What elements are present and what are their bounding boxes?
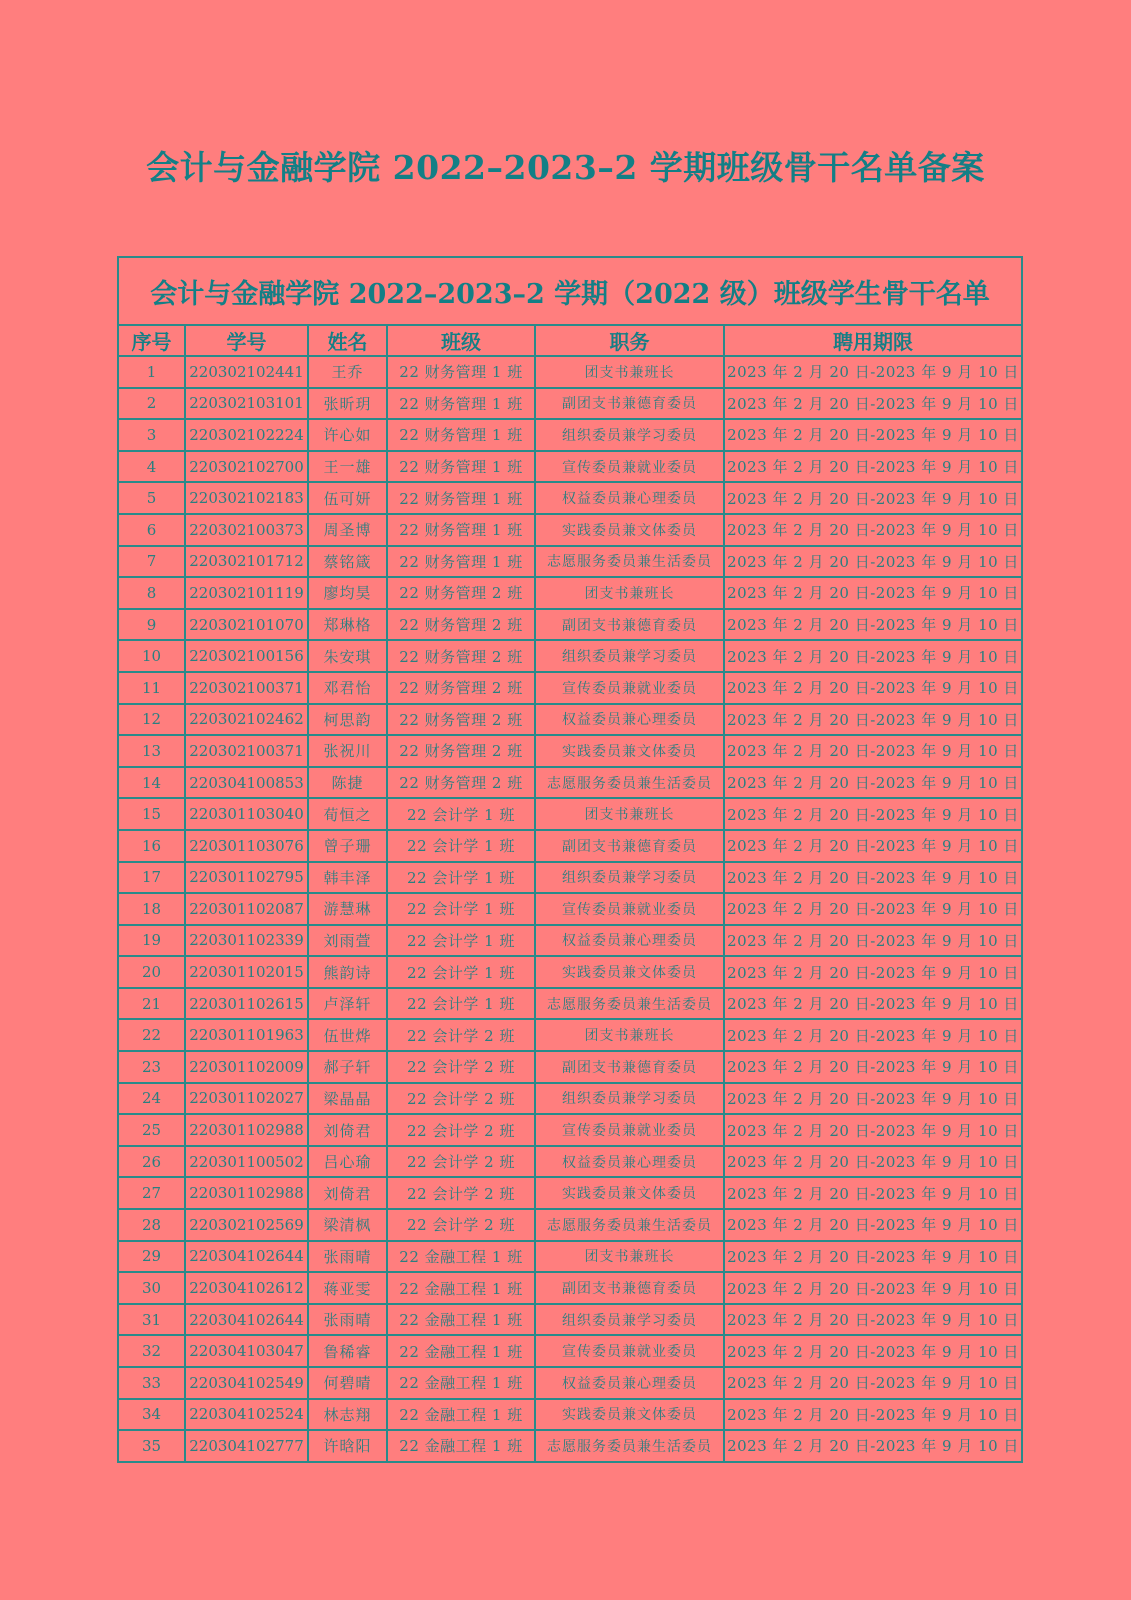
cell-position: 实践委员兼文体委员	[535, 1177, 724, 1209]
cell-position: 志愿服务委员兼生活委员	[535, 546, 724, 578]
cell-seq: 23	[118, 1051, 185, 1083]
cell-class: 22 会计学 2 班	[387, 1114, 535, 1146]
cell-class: 22 财务管理 1 班	[387, 546, 535, 578]
cell-student-id: 220304102524	[185, 1399, 308, 1431]
cell-student-id: 220301101963	[185, 1019, 308, 1051]
table-row	[118, 672, 1022, 704]
cell-position: 组织委员兼学习委员	[535, 419, 724, 451]
cell-seq: 35	[118, 1430, 185, 1462]
table-row	[118, 1177, 1022, 1209]
header-term: 聘用期限	[724, 325, 1022, 356]
table-row	[118, 1304, 1022, 1336]
cell-student-id: 220301103076	[185, 830, 308, 862]
cell-term: 2023 年 2 月 20 日-2023 年 9 月 10 日	[724, 1304, 1022, 1336]
cell-seq: 21	[118, 988, 185, 1020]
cell-student-id: 220302100371	[185, 735, 308, 767]
cell-name: 柯思韵	[308, 704, 387, 736]
cell-name: 鲁稀睿	[308, 1335, 387, 1367]
cell-class: 22 会计学 2 班	[387, 1177, 535, 1209]
header-name: 姓名	[308, 325, 387, 356]
cell-name: 刘雨萱	[308, 925, 387, 957]
cell-class: 22 金融工程 1 班	[387, 1430, 535, 1462]
cell-student-id: 220301102615	[185, 988, 308, 1020]
cell-class: 22 财务管理 2 班	[387, 735, 535, 767]
cell-seq: 1	[118, 356, 185, 388]
cell-student-id: 220301102795	[185, 862, 308, 894]
table-row	[118, 482, 1022, 514]
cell-name: 邓君怡	[308, 672, 387, 704]
cell-class: 22 会计学 1 班	[387, 893, 535, 925]
table-row	[118, 1114, 1022, 1146]
cell-position: 宣传委员兼就业委员	[535, 1114, 724, 1146]
cell-name: 郑琳格	[308, 609, 387, 641]
cell-position: 志愿服务委员兼生活委员	[535, 988, 724, 1020]
cell-name: 梁晶晶	[308, 1083, 387, 1115]
cell-class: 22 财务管理 2 班	[387, 767, 535, 799]
cell-class: 22 财务管理 1 班	[387, 514, 535, 546]
cell-term: 2023 年 2 月 20 日-2023 年 9 月 10 日	[724, 956, 1022, 988]
cell-term: 2023 年 2 月 20 日-2023 年 9 月 10 日	[724, 1177, 1022, 1209]
cell-student-id: 220304102549	[185, 1367, 308, 1399]
cell-term: 2023 年 2 月 20 日-2023 年 9 月 10 日	[724, 609, 1022, 641]
cell-student-id: 220302100156	[185, 640, 308, 672]
cell-position: 团支书兼班长	[535, 1241, 724, 1273]
cell-student-id: 220302101119	[185, 577, 308, 609]
table-row	[118, 546, 1022, 578]
cell-name: 游慧琳	[308, 893, 387, 925]
cell-name: 王一雄	[308, 451, 387, 483]
cell-student-id: 220301102087	[185, 893, 308, 925]
cell-name: 何碧晴	[308, 1367, 387, 1399]
cell-name: 张昕玥	[308, 388, 387, 420]
table-caption: 会计与金融学院 2022–2023–2 学期（2022 级）班级学生骨干名单	[118, 257, 1022, 325]
cell-name: 郝子轩	[308, 1051, 387, 1083]
cell-name: 许晗阳	[308, 1430, 387, 1462]
cell-class: 22 财务管理 1 班	[387, 451, 535, 483]
student-leaders-table	[117, 256, 1023, 1463]
cell-seq: 30	[118, 1272, 185, 1304]
cell-name: 张祝川	[308, 735, 387, 767]
cell-student-id: 220304103047	[185, 1335, 308, 1367]
cell-class: 22 财务管理 2 班	[387, 609, 535, 641]
cell-name: 吕心瑜	[308, 1146, 387, 1178]
cell-name: 朱安琪	[308, 640, 387, 672]
cell-position: 志愿服务委员兼生活委员	[535, 1430, 724, 1462]
cell-seq: 18	[118, 893, 185, 925]
table-body	[118, 356, 1022, 1462]
cell-position: 实践委员兼文体委员	[535, 1399, 724, 1431]
cell-term: 2023 年 2 月 20 日-2023 年 9 月 10 日	[724, 1051, 1022, 1083]
cell-seq: 25	[118, 1114, 185, 1146]
cell-seq: 11	[118, 672, 185, 704]
cell-position: 权益委员兼心理委员	[535, 704, 724, 736]
cell-position: 志愿服务委员兼生活委员	[535, 1209, 724, 1241]
cell-position: 组织委员兼学习委员	[535, 640, 724, 672]
cell-term: 2023 年 2 月 20 日-2023 年 9 月 10 日	[724, 672, 1022, 704]
cell-seq: 5	[118, 482, 185, 514]
cell-position: 宣传委员兼就业委员	[535, 451, 724, 483]
table-row	[118, 735, 1022, 767]
cell-name: 曾子珊	[308, 830, 387, 862]
table-row	[118, 514, 1022, 546]
cell-position: 实践委员兼文体委员	[535, 956, 724, 988]
cell-position: 宣传委员兼就业委员	[535, 1335, 724, 1367]
cell-term: 2023 年 2 月 20 日-2023 年 9 月 10 日	[724, 451, 1022, 483]
cell-term: 2023 年 2 月 20 日-2023 年 9 月 10 日	[724, 767, 1022, 799]
cell-student-id: 220302100373	[185, 514, 308, 546]
cell-term: 2023 年 2 月 20 日-2023 年 9 月 10 日	[724, 419, 1022, 451]
cell-term: 2023 年 2 月 20 日-2023 年 9 月 10 日	[724, 1114, 1022, 1146]
cell-position: 组织委员兼学习委员	[535, 1304, 724, 1336]
table-row	[118, 1083, 1022, 1115]
cell-student-id: 220302100371	[185, 672, 308, 704]
cell-class: 22 会计学 1 班	[387, 956, 535, 988]
table-row	[118, 1367, 1022, 1399]
cell-name: 卢泽轩	[308, 988, 387, 1020]
cell-seq: 32	[118, 1335, 185, 1367]
table-row	[118, 1430, 1022, 1462]
cell-seq: 14	[118, 767, 185, 799]
cell-class: 22 财务管理 2 班	[387, 577, 535, 609]
cell-seq: 29	[118, 1241, 185, 1273]
table-row	[118, 419, 1022, 451]
cell-seq: 20	[118, 956, 185, 988]
table-row	[118, 388, 1022, 420]
cell-student-id: 220302103101	[185, 388, 308, 420]
cell-name: 刘倚君	[308, 1114, 387, 1146]
cell-term: 2023 年 2 月 20 日-2023 年 9 月 10 日	[724, 546, 1022, 578]
cell-class: 22 金融工程 1 班	[387, 1241, 535, 1273]
cell-position: 权益委员兼心理委员	[535, 925, 724, 957]
cell-position: 副团支书兼德育委员	[535, 388, 724, 420]
cell-seq: 7	[118, 546, 185, 578]
cell-position: 副团支书兼德育委员	[535, 1272, 724, 1304]
cell-class: 22 会计学 2 班	[387, 1209, 535, 1241]
cell-class: 22 会计学 1 班	[387, 830, 535, 862]
cell-name: 蒋亚雯	[308, 1272, 387, 1304]
cell-term: 2023 年 2 月 20 日-2023 年 9 月 10 日	[724, 1335, 1022, 1367]
cell-term: 2023 年 2 月 20 日-2023 年 9 月 10 日	[724, 1430, 1022, 1462]
cell-seq: 33	[118, 1367, 185, 1399]
cell-term: 2023 年 2 月 20 日-2023 年 9 月 10 日	[724, 577, 1022, 609]
cell-position: 权益委员兼心理委员	[535, 482, 724, 514]
cell-term: 2023 年 2 月 20 日-2023 年 9 月 10 日	[724, 1209, 1022, 1241]
table-row	[118, 893, 1022, 925]
cell-class: 22 会计学 2 班	[387, 1146, 535, 1178]
cell-position: 组织委员兼学习委员	[535, 862, 724, 894]
cell-class: 22 金融工程 1 班	[387, 1304, 535, 1336]
cell-class: 22 金融工程 1 班	[387, 1335, 535, 1367]
cell-class: 22 会计学 2 班	[387, 1019, 535, 1051]
cell-position: 团支书兼班长	[535, 577, 724, 609]
cell-seq: 13	[118, 735, 185, 767]
cell-name: 许心如	[308, 419, 387, 451]
cell-student-id: 220304102644	[185, 1241, 308, 1273]
cell-name: 伍世烨	[308, 1019, 387, 1051]
cell-position: 团支书兼班长	[535, 356, 724, 388]
cell-class: 22 财务管理 1 班	[387, 388, 535, 420]
table-row	[118, 1019, 1022, 1051]
table-row	[118, 1272, 1022, 1304]
cell-name: 张雨晴	[308, 1304, 387, 1336]
cell-class: 22 会计学 1 班	[387, 925, 535, 957]
cell-seq: 9	[118, 609, 185, 641]
cell-seq: 19	[118, 925, 185, 957]
cell-student-id: 220304102777	[185, 1430, 308, 1462]
table-row	[118, 451, 1022, 483]
cell-name: 林志翔	[308, 1399, 387, 1431]
cell-seq: 16	[118, 830, 185, 862]
cell-name: 王乔	[308, 356, 387, 388]
cell-term: 2023 年 2 月 20 日-2023 年 9 月 10 日	[724, 1019, 1022, 1051]
header-seq: 序号	[118, 325, 185, 356]
header-student-id: 学号	[185, 325, 308, 356]
cell-class: 22 会计学 2 班	[387, 1083, 535, 1115]
table-row	[118, 1399, 1022, 1431]
table-row	[118, 830, 1022, 862]
table-row	[118, 956, 1022, 988]
cell-name: 荀恒之	[308, 798, 387, 830]
cell-term: 2023 年 2 月 20 日-2023 年 9 月 10 日	[724, 798, 1022, 830]
cell-term: 2023 年 2 月 20 日-2023 年 9 月 10 日	[724, 830, 1022, 862]
cell-position: 团支书兼班长	[535, 798, 724, 830]
table-row	[118, 798, 1022, 830]
cell-name: 廖均昊	[308, 577, 387, 609]
cell-position: 实践委员兼文体委员	[535, 514, 724, 546]
cell-class: 22 财务管理 2 班	[387, 704, 535, 736]
cell-seq: 6	[118, 514, 185, 546]
cell-seq: 10	[118, 640, 185, 672]
cell-student-id: 220301102339	[185, 925, 308, 957]
cell-name: 陈捷	[308, 767, 387, 799]
cell-student-id: 220301103040	[185, 798, 308, 830]
cell-name: 周圣博	[308, 514, 387, 546]
cell-class: 22 金融工程 1 班	[387, 1367, 535, 1399]
cell-seq: 8	[118, 577, 185, 609]
cell-position: 权益委员兼心理委员	[535, 1367, 724, 1399]
cell-term: 2023 年 2 月 20 日-2023 年 9 月 10 日	[724, 1367, 1022, 1399]
table-row	[118, 609, 1022, 641]
cell-position: 副团支书兼德育委员	[535, 830, 724, 862]
cell-seq: 24	[118, 1083, 185, 1115]
cell-position: 宣传委员兼就业委员	[535, 672, 724, 704]
cell-term: 2023 年 2 月 20 日-2023 年 9 月 10 日	[724, 482, 1022, 514]
cell-name: 熊韵诗	[308, 956, 387, 988]
cell-term: 2023 年 2 月 20 日-2023 年 9 月 10 日	[724, 388, 1022, 420]
cell-class: 22 财务管理 2 班	[387, 640, 535, 672]
cell-term: 2023 年 2 月 20 日-2023 年 9 月 10 日	[724, 356, 1022, 388]
cell-position: 宣传委员兼就业委员	[535, 893, 724, 925]
table-row	[118, 1051, 1022, 1083]
cell-student-id: 220301102015	[185, 956, 308, 988]
cell-student-id: 220302101070	[185, 609, 308, 641]
cell-term: 2023 年 2 月 20 日-2023 年 9 月 10 日	[724, 893, 1022, 925]
table-row	[118, 704, 1022, 736]
cell-student-id: 220304100853	[185, 767, 308, 799]
header-position: 职务	[535, 325, 724, 356]
cell-seq: 22	[118, 1019, 185, 1051]
table-row	[118, 1335, 1022, 1367]
cell-term: 2023 年 2 月 20 日-2023 年 9 月 10 日	[724, 640, 1022, 672]
header-class: 班级	[387, 325, 535, 356]
cell-name: 张雨晴	[308, 1241, 387, 1273]
cell-term: 2023 年 2 月 20 日-2023 年 9 月 10 日	[724, 862, 1022, 894]
cell-term: 2023 年 2 月 20 日-2023 年 9 月 10 日	[724, 514, 1022, 546]
cell-seq: 34	[118, 1399, 185, 1431]
cell-class: 22 财务管理 2 班	[387, 672, 535, 704]
cell-position: 权益委员兼心理委员	[535, 1146, 724, 1178]
cell-class: 22 金融工程 1 班	[387, 1272, 535, 1304]
cell-position: 团支书兼班长	[535, 1019, 724, 1051]
cell-name: 蔡铭箴	[308, 546, 387, 578]
cell-class: 22 会计学 1 班	[387, 798, 535, 830]
cell-class: 22 会计学 1 班	[387, 862, 535, 894]
cell-name: 韩丰泽	[308, 862, 387, 894]
cell-student-id: 220304102644	[185, 1304, 308, 1336]
cell-class: 22 会计学 1 班	[387, 988, 535, 1020]
cell-class: 22 财务管理 1 班	[387, 482, 535, 514]
page-title: 会计与金融学院 2022–2023–2 学期班级骨干名单备案	[146, 148, 985, 187]
cell-seq: 15	[118, 798, 185, 830]
cell-seq: 17	[118, 862, 185, 894]
cell-seq: 28	[118, 1209, 185, 1241]
table-row	[118, 577, 1022, 609]
cell-student-id: 220301102988	[185, 1177, 308, 1209]
cell-seq: 31	[118, 1304, 185, 1336]
table-row	[118, 1209, 1022, 1241]
table-row	[118, 925, 1022, 957]
cell-position: 组织委员兼学习委员	[535, 1083, 724, 1115]
cell-term: 2023 年 2 月 20 日-2023 年 9 月 10 日	[724, 704, 1022, 736]
cell-name: 刘倚君	[308, 1177, 387, 1209]
cell-seq: 27	[118, 1177, 185, 1209]
cell-student-id: 220302102183	[185, 482, 308, 514]
cell-class: 22 财务管理 1 班	[387, 419, 535, 451]
cell-position: 副团支书兼德育委员	[535, 1051, 724, 1083]
cell-class: 22 财务管理 1 班	[387, 356, 535, 388]
cell-term: 2023 年 2 月 20 日-2023 年 9 月 10 日	[724, 1241, 1022, 1273]
cell-position: 副团支书兼德育委员	[535, 609, 724, 641]
cell-term: 2023 年 2 月 20 日-2023 年 9 月 10 日	[724, 1083, 1022, 1115]
cell-class: 22 金融工程 1 班	[387, 1399, 535, 1431]
cell-student-id: 220302102462	[185, 704, 308, 736]
cell-name: 梁清枫	[308, 1209, 387, 1241]
cell-student-id: 220301102009	[185, 1051, 308, 1083]
cell-student-id: 220301100502	[185, 1146, 308, 1178]
cell-student-id: 220302101712	[185, 546, 308, 578]
cell-name: 伍可妍	[308, 482, 387, 514]
table-row	[118, 862, 1022, 894]
cell-student-id: 220302102569	[185, 1209, 308, 1241]
table-row	[118, 640, 1022, 672]
cell-seq: 26	[118, 1146, 185, 1178]
cell-term: 2023 年 2 月 20 日-2023 年 9 月 10 日	[724, 735, 1022, 767]
cell-student-id: 220301102988	[185, 1114, 308, 1146]
cell-student-id: 220304102612	[185, 1272, 308, 1304]
cell-seq: 4	[118, 451, 185, 483]
cell-seq: 3	[118, 419, 185, 451]
cell-seq: 2	[118, 388, 185, 420]
table-row	[118, 988, 1022, 1020]
cell-student-id: 220302102224	[185, 419, 308, 451]
cell-class: 22 会计学 2 班	[387, 1051, 535, 1083]
cell-position: 志愿服务委员兼生活委员	[535, 767, 724, 799]
cell-student-id: 220302102441	[185, 356, 308, 388]
table-row	[118, 356, 1022, 388]
cell-seq: 12	[118, 704, 185, 736]
cell-term: 2023 年 2 月 20 日-2023 年 9 月 10 日	[724, 925, 1022, 957]
cell-student-id: 220302102700	[185, 451, 308, 483]
cell-term: 2023 年 2 月 20 日-2023 年 9 月 10 日	[724, 1272, 1022, 1304]
table-row	[118, 767, 1022, 799]
cell-term: 2023 年 2 月 20 日-2023 年 9 月 10 日	[724, 1399, 1022, 1431]
cell-term: 2023 年 2 月 20 日-2023 年 9 月 10 日	[724, 988, 1022, 1020]
table-row	[118, 1241, 1022, 1273]
cell-term: 2023 年 2 月 20 日-2023 年 9 月 10 日	[724, 1146, 1022, 1178]
table-header-row	[118, 325, 1022, 356]
cell-student-id: 220301102027	[185, 1083, 308, 1115]
cell-position: 实践委员兼文体委员	[535, 735, 724, 767]
table-row	[118, 1146, 1022, 1178]
